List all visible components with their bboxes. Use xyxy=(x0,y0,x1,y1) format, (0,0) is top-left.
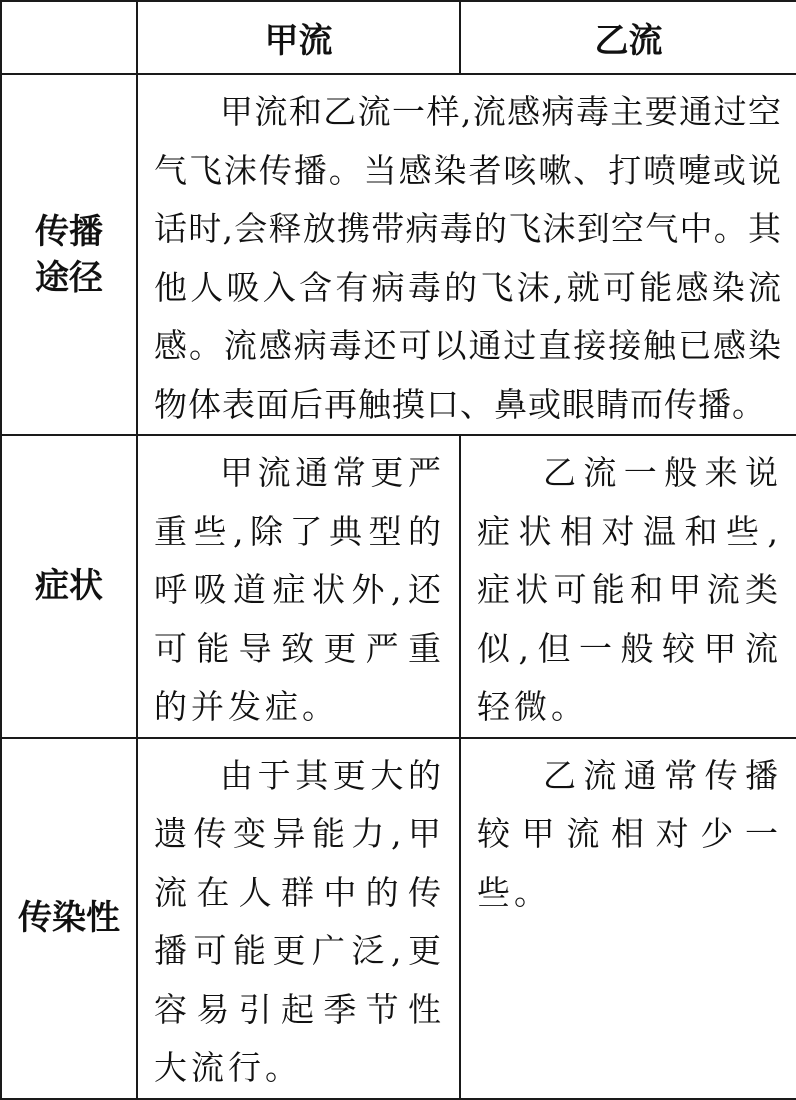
contagiousness-influenza-a: 由于其更大的遗传变异能力,甲流在人群中的传播可能更广泛,更容易引起季节性大流行。 xyxy=(137,738,460,1099)
symptoms-influenza-a: 甲流通常更严重些,除了典型的呼吸道症状外,还可能导致更严重的并发症。 xyxy=(137,435,460,738)
row-label-text: 传播 途径 xyxy=(35,211,103,298)
row-label-transmission-route xyxy=(1,74,137,435)
transmission-route-shared-text: 甲流和乙流一样,流感病毒主要通过空气飞沫传播。当感染者咳嗽、打喷嚏或说话时,会释放携带病毒的飞沫到空气中。其他人吸入含有病毒的飞沫,就可能感染流感。流感病毒还可以通过直接接触已感染物体表面后再触摸口、鼻或眼睛而传播。 xyxy=(137,74,796,435)
row-label-contagiousness: 传染性 xyxy=(1,738,137,1099)
row-symptoms xyxy=(1,435,796,738)
corner-cell xyxy=(1,1,137,74)
header-row xyxy=(1,1,796,74)
contagiousness-influenza-b: 乙流通常传播较甲流相对少一些。 xyxy=(460,738,796,1099)
row-contagiousness xyxy=(1,738,796,1099)
header-influenza-a: 甲流 xyxy=(137,1,460,74)
symptoms-influenza-b: 乙流一般来说症状相对温和些,症状可能和甲流类似,但一般较甲流轻微。 xyxy=(460,435,796,738)
header-influenza-b: 乙流 xyxy=(460,1,796,74)
row-transmission-route xyxy=(1,74,796,435)
row-label-symptoms: 症状 xyxy=(1,435,137,738)
